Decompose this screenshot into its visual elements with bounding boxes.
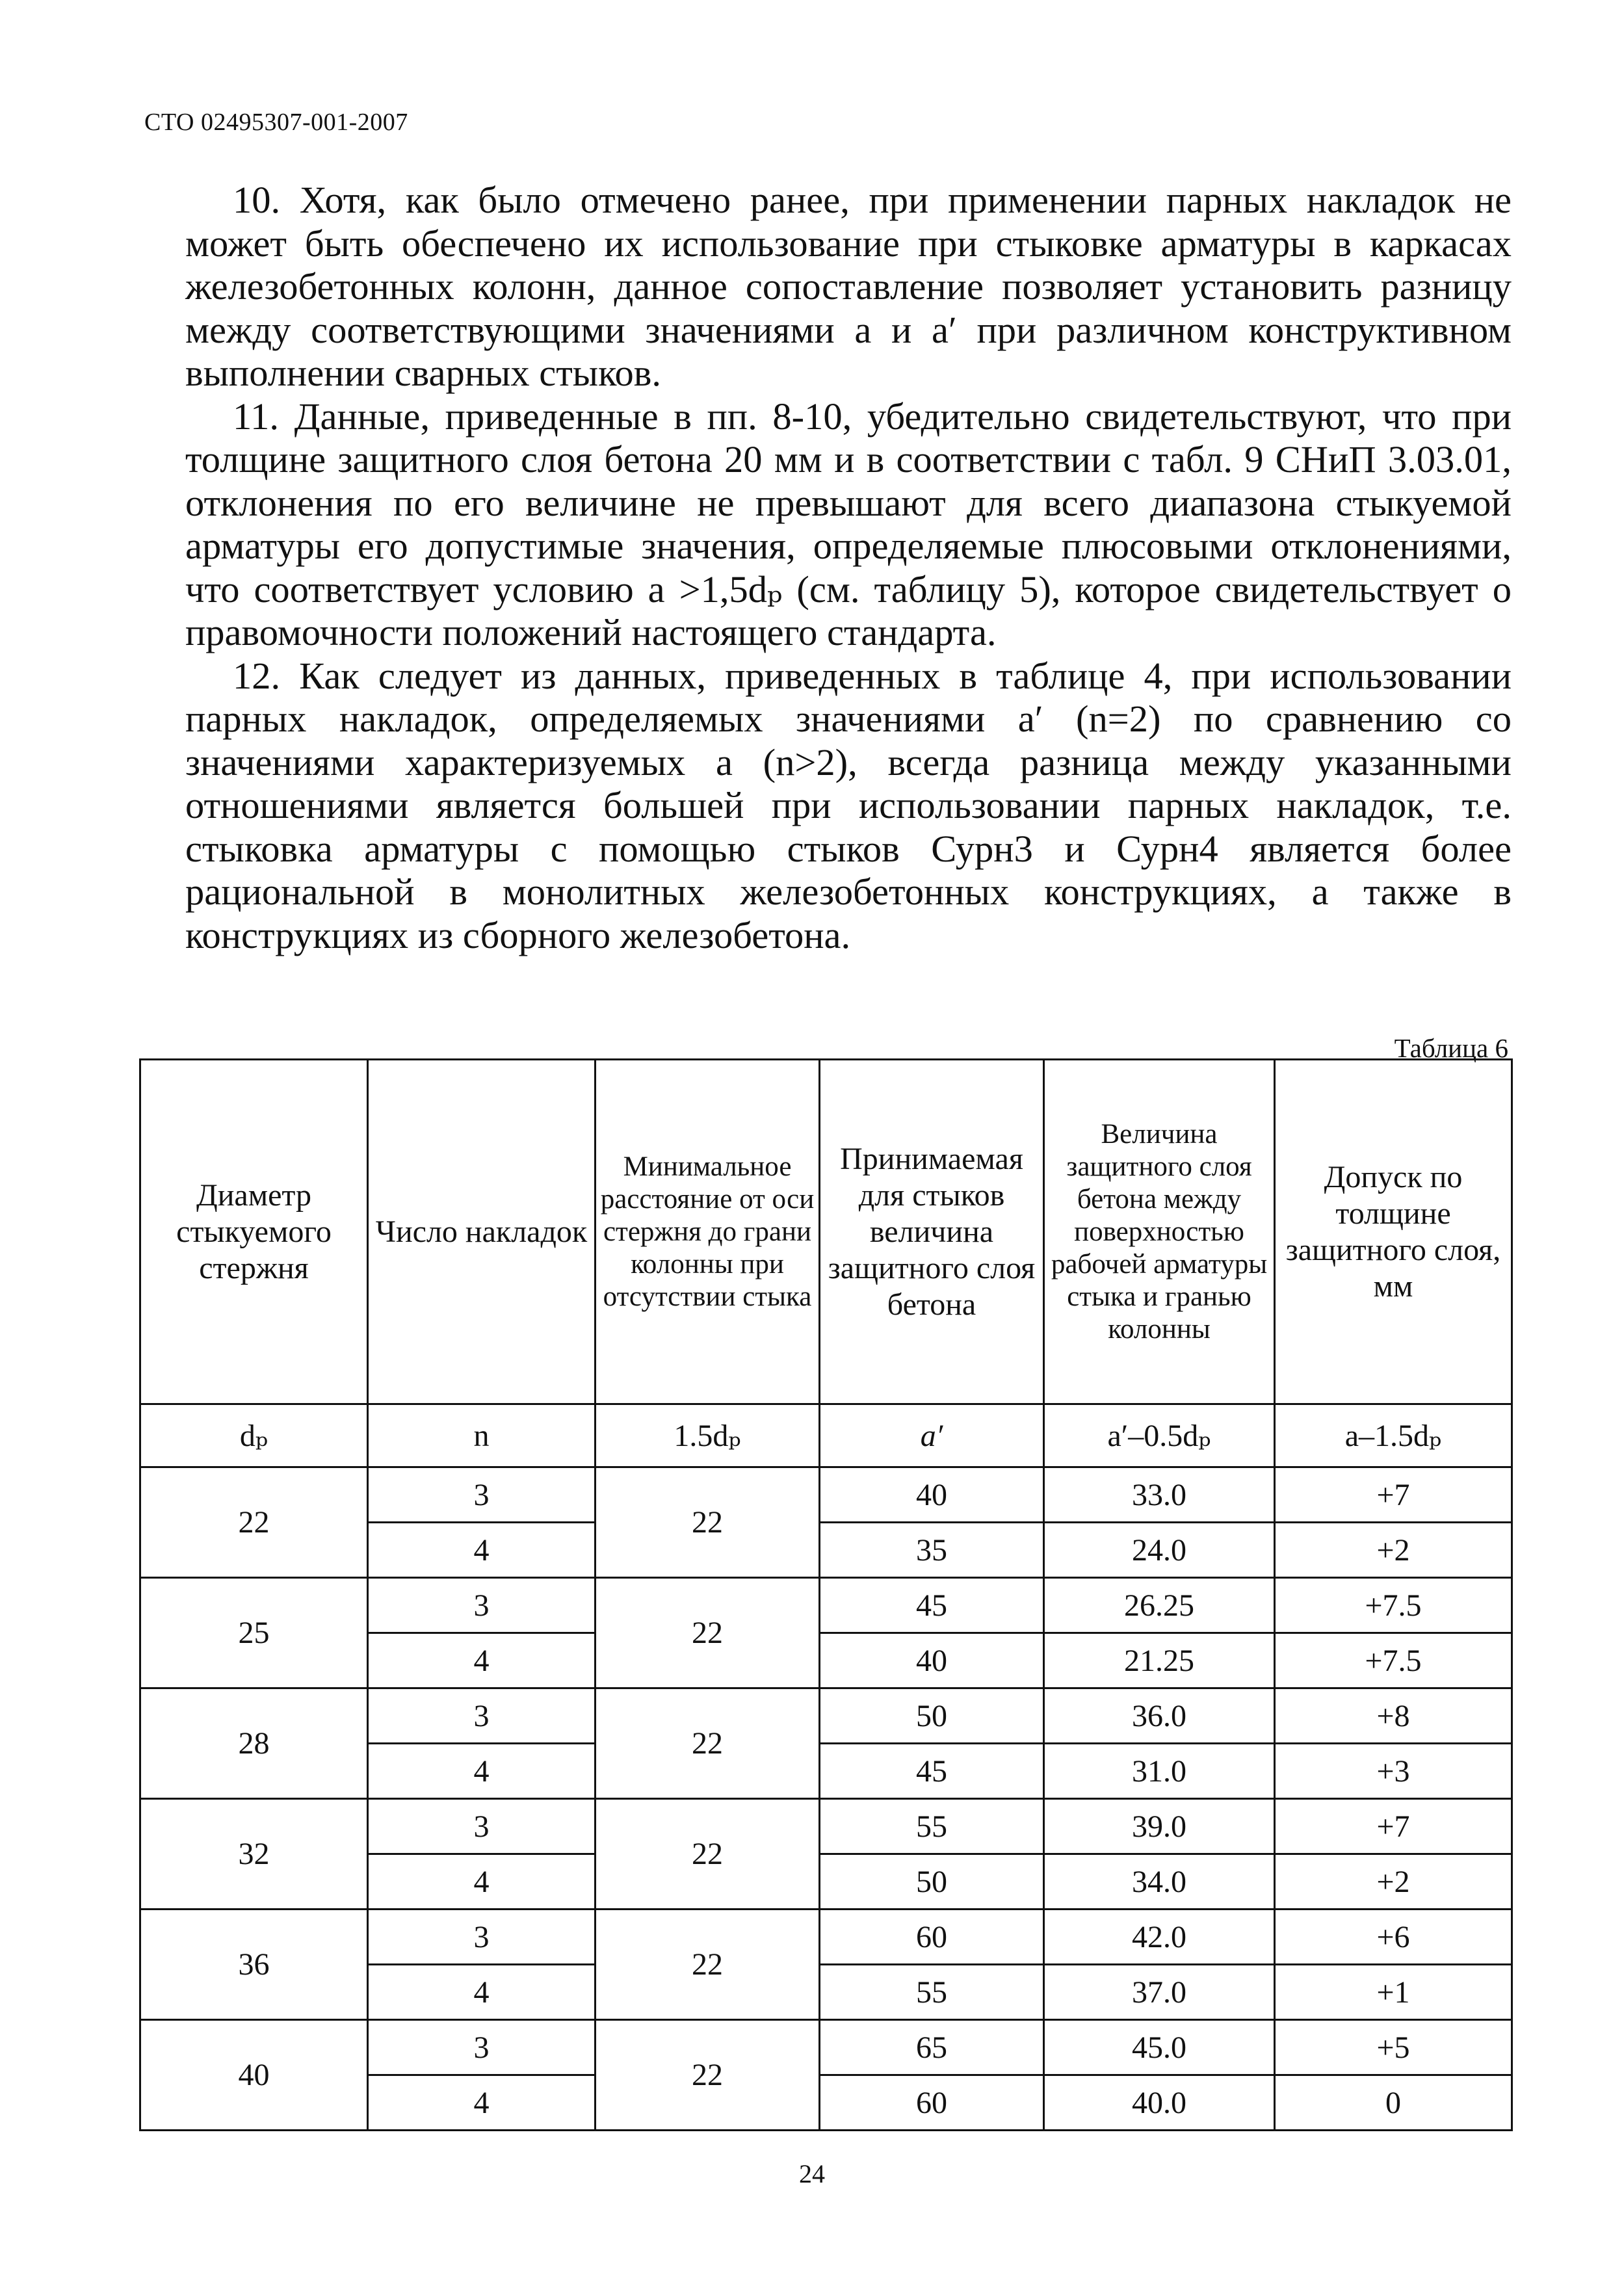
count-cell: 4 <box>368 1633 596 1688</box>
symbol-cell: a′ <box>820 1404 1044 1467</box>
count-cell: 3 <box>368 2020 596 2075</box>
count-cell: 3 <box>368 1578 596 1633</box>
symbol-cell: a–1.5dₚ <box>1275 1404 1512 1467</box>
layer-between-cell: 45.0 <box>1044 2020 1275 2075</box>
diameter-cell: 32 <box>140 1799 368 1910</box>
header-tolerance: Допуск по толщине защитного слоя, мм <box>1275 1060 1512 1404</box>
count-cell: 3 <box>368 1910 596 1965</box>
accepted-layer-cell: 65 <box>820 2020 1044 2075</box>
accepted-layer-cell: 40 <box>820 1633 1044 1688</box>
table-row <box>140 1578 1512 1633</box>
paragraph-12: 12. Как следует из данных, приведенных в таблице 4, при использовании парных накладок, определяемых значениями a′ (n=2) по сравнению со значениями характеризуемых a (n>2), всегда разница между указанными отношениями является большей при использовании парных накладок, т.е. стыковка арматуры с помощью стыков Сурн3 и Сурн4 является более рациональной в монолитных железобетонных конструкциях, а также в конструкциях из сборного железобетона. <box>185 654 1512 956</box>
diameter-cell: 25 <box>140 1578 368 1688</box>
layer-between-cell: 39.0 <box>1044 1799 1275 1854</box>
table-row <box>140 1910 1512 1965</box>
diameter-cell: 40 <box>140 2020 368 2131</box>
tolerance-cell: 0 <box>1275 2075 1512 2131</box>
accepted-layer-cell: 50 <box>820 1854 1044 1910</box>
table-caption: Таблица 6 <box>1394 1033 1508 1063</box>
count-cell: 4 <box>368 2075 596 2131</box>
accepted-layer-cell: 45 <box>820 1578 1044 1633</box>
header-accepted-layer: Принимаемая для стыков величина защитного слоя бетона <box>820 1060 1044 1404</box>
accepted-layer-cell: 35 <box>820 1523 1044 1578</box>
tolerance-cell: +7.5 <box>1275 1633 1512 1688</box>
count-cell: 3 <box>368 1467 596 1523</box>
table-header-row <box>140 1060 1512 1404</box>
count-cell: 4 <box>368 1965 596 2020</box>
accepted-layer-cell: 45 <box>820 1744 1044 1799</box>
accepted-layer-cell: 40 <box>820 1467 1044 1523</box>
layer-between-cell: 24.0 <box>1044 1523 1275 1578</box>
diameter-cell: 28 <box>140 1688 368 1799</box>
layer-between-cell: 31.0 <box>1044 1744 1275 1799</box>
count-cell: 4 <box>368 1744 596 1799</box>
min-distance-cell: 22 <box>596 1578 820 1688</box>
tolerance-cell: +6 <box>1275 1910 1512 1965</box>
header-min-distance: Минимальное расстояние от оси стержня до грани колонны при отсутствии стыка <box>596 1060 820 1404</box>
layer-between-cell: 40.0 <box>1044 2075 1275 2131</box>
tolerance-cell: +2 <box>1275 1523 1512 1578</box>
tolerance-cell: +3 <box>1275 1744 1512 1799</box>
tolerance-cell: +5 <box>1275 2020 1512 2075</box>
symbol-cell: n <box>368 1404 596 1467</box>
tolerance-cell: +7 <box>1275 1467 1512 1523</box>
symbol-cell: dₚ <box>140 1404 368 1467</box>
layer-between-cell: 37.0 <box>1044 1965 1275 2020</box>
paragraph-11: 11. Данные, приведенные в пп. 8-10, убедительно свидетельствуют, что при толщине защитного слоя бетона 20 мм и в соответствии с табл. 9 СНиП 3.03.01, отклонения по его величине не превышают для всего диапазона стыкуемой арматуры его допустимые значения, определяемые плюсовыми отклонениями, что соответствует условию a >1,5dₚ (см. таблицу 5), которое свидетельствует о правомочности положений настоящего стандарта. <box>185 395 1512 653</box>
body-text <box>185 179 1512 957</box>
min-distance-cell: 22 <box>596 1467 820 1578</box>
header-count: Число накладок <box>368 1060 596 1404</box>
tolerance-cell: +2 <box>1275 1854 1512 1910</box>
document-code: СТО 02495307-001-2007 <box>144 109 408 136</box>
table-row <box>140 2020 1512 2075</box>
table-row <box>140 1688 1512 1744</box>
layer-between-cell: 34.0 <box>1044 1854 1275 1910</box>
min-distance-cell: 22 <box>596 1799 820 1910</box>
layer-between-cell: 42.0 <box>1044 1910 1275 1965</box>
page-number: 24 <box>799 2159 825 2188</box>
count-cell: 4 <box>368 1523 596 1578</box>
table-row <box>140 1799 1512 1854</box>
accepted-layer-cell: 55 <box>820 1799 1044 1854</box>
diameter-cell: 36 <box>140 1910 368 2020</box>
min-distance-cell: 22 <box>596 2020 820 2131</box>
table-symbols-row <box>140 1404 1512 1467</box>
data-table <box>139 1058 1513 2131</box>
layer-between-cell: 33.0 <box>1044 1467 1275 1523</box>
layer-between-cell: 21.25 <box>1044 1633 1275 1688</box>
tolerance-cell: +7 <box>1275 1799 1512 1854</box>
min-distance-cell: 22 <box>596 1688 820 1799</box>
min-distance-cell: 22 <box>596 1910 820 2020</box>
count-cell: 3 <box>368 1799 596 1854</box>
paragraph-10: 10. Хотя, как было отмечено ранее, при применении парных накладок не может быть обеспечено их использование при стыковке арматуры в каркасах железобетонных колонн, данное сопоставление позволяет установить разницу между соответствующими значениями a и a′ при различном конструктивном выполнении сварных стыков. <box>185 179 1512 394</box>
table-row <box>140 1467 1512 1523</box>
count-cell: 3 <box>368 1688 596 1744</box>
accepted-layer-cell: 60 <box>820 1910 1044 1965</box>
header-diameter: Диаметр стыкуемого стержня <box>140 1060 368 1404</box>
symbol-cell: a′–0.5dₚ <box>1044 1404 1275 1467</box>
count-cell: 4 <box>368 1854 596 1910</box>
layer-between-cell: 26.25 <box>1044 1578 1275 1633</box>
accepted-layer-cell: 50 <box>820 1688 1044 1744</box>
diameter-cell: 22 <box>140 1467 368 1578</box>
tolerance-cell: +1 <box>1275 1965 1512 2020</box>
tolerance-cell: +7.5 <box>1275 1578 1512 1633</box>
tolerance-cell: +8 <box>1275 1688 1512 1744</box>
header-layer-between: Величина защитного слоя бетона между поверхностью рабочей арматуры стыка и гранью колонны <box>1044 1060 1275 1404</box>
symbol-cell: 1.5dₚ <box>596 1404 820 1467</box>
accepted-layer-cell: 55 <box>820 1965 1044 2020</box>
accepted-layer-cell: 60 <box>820 2075 1044 2131</box>
layer-between-cell: 36.0 <box>1044 1688 1275 1744</box>
